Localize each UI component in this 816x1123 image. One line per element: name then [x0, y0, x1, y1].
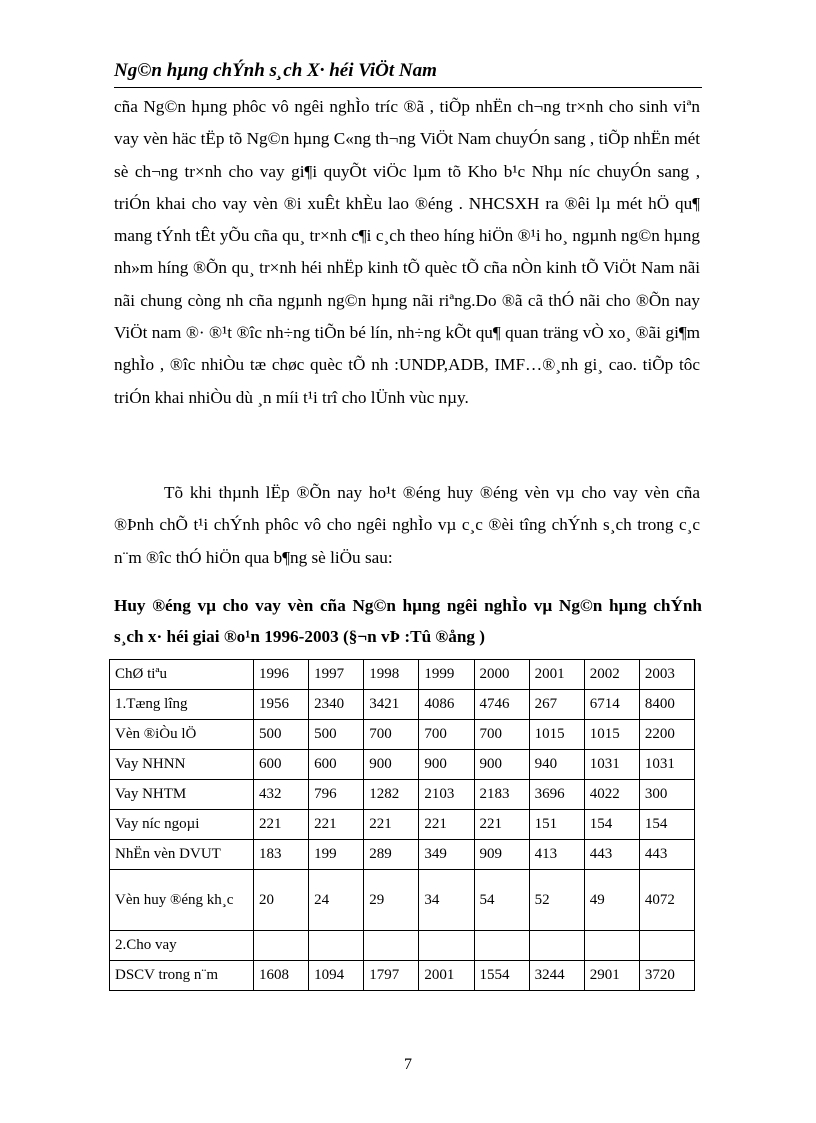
page-header: [114, 58, 702, 88]
table-cell: 1031: [584, 750, 639, 780]
table-row: [110, 780, 695, 810]
table-cell: 2001: [419, 961, 474, 991]
page-number: 7: [404, 1056, 412, 1073]
table-row-label: 1.Tæng lîng: [110, 690, 254, 720]
table-cell: 600: [309, 750, 364, 780]
table-cell: 151: [529, 810, 584, 840]
table-header-row: [110, 660, 695, 690]
table-cell: 3421: [364, 690, 419, 720]
table-cell: 24: [309, 870, 364, 931]
table-cell: 4022: [584, 780, 639, 810]
table-title: Huy ®éng vµ cho vay vèn cña Ng©n hµng ngêi nghÌo vµ Ng©n hµng chÝnh s¸ch x· héi giai ®o¹n 1996-2003 (§¬n vÞ :Tû ®ång ): [114, 596, 702, 646]
table-cell: 2000: [474, 660, 529, 690]
table-cell: 2200: [639, 720, 694, 750]
table-cell: 1999: [419, 660, 474, 690]
table-cell: [584, 931, 639, 961]
table-cell: 1997: [309, 660, 364, 690]
table-cell: 500: [309, 720, 364, 750]
table-cell: 34: [419, 870, 474, 931]
table-cell: 432: [254, 780, 309, 810]
table-cell: 1956: [254, 690, 309, 720]
table-cell: [364, 931, 419, 961]
table-cell: 1996: [254, 660, 309, 690]
header-title: Ng©n hµng chÝnh s¸ch X· héi ViÖt Nam: [114, 60, 437, 81]
table-cell: 443: [584, 840, 639, 870]
table-cell: 52: [529, 870, 584, 931]
table-cell: 500: [254, 720, 309, 750]
table-cell: 221: [419, 810, 474, 840]
table-row: [110, 810, 695, 840]
table-cell: 796: [309, 780, 364, 810]
table-cell: 289: [364, 840, 419, 870]
table-row-label: ChØ tiªu: [110, 660, 254, 690]
table-cell: 1031: [639, 750, 694, 780]
table-cell: 6714: [584, 690, 639, 720]
table-row-label: DSCV trong n¨m: [110, 961, 254, 991]
table-cell: 900: [474, 750, 529, 780]
table-cell: 4086: [419, 690, 474, 720]
body-paragraph-2: Tõ khi thµnh lËp ®Õn nay ho¹t ®éng huy ®éng vèn vµ cho vay vèn cña ®Þnh chÕ t¹i chÝnh phôc vô cho ngêi nghÌo vµ c¸c ®èi tîng chÝnh s¸ch trong c¸c n¨m ®îc thÓ hiÖn qua b¶ng sè liÖu sau:: [114, 483, 700, 567]
table-cell: 2340: [309, 690, 364, 720]
table-cell: 154: [639, 810, 694, 840]
table-cell: 1015: [529, 720, 584, 750]
table-cell: 300: [639, 780, 694, 810]
table-row-label: NhËn vèn DVUT: [110, 840, 254, 870]
table-cell: 4072: [639, 870, 694, 931]
table-cell: 3696: [529, 780, 584, 810]
table-cell: 2002: [584, 660, 639, 690]
table-cell: 940: [529, 750, 584, 780]
table-cell: 20: [254, 870, 309, 931]
table-cell: 54: [474, 870, 529, 931]
table-cell: 4746: [474, 690, 529, 720]
table-cell: 49: [584, 870, 639, 931]
table-cell: 3720: [639, 961, 694, 991]
table-row: [110, 870, 695, 931]
data-table: [109, 659, 695, 991]
table-cell: 413: [529, 840, 584, 870]
table-cell: 1608: [254, 961, 309, 991]
table-cell: 1282: [364, 780, 419, 810]
body-paragraph-1: cña Ng©n hµng phôc vô ngêi nghÌo tríc ®ã , tiÕp nhËn ch¬ng tr×nh cho sinh viªn vay vèn häc tËp tõ Ng©n hµng C«ng th¬ng ViÖt Nam chuyÓn sang , tiÕp nhËn mét sè ch¬ng tr×nh cho vay gi¶i quyÕt viÖc lµm tõ Kho b¹c Nhµ níc chuyÓn sang , triÓn khai cho vay vèn ®i xuÊt khÈu lao ®éng . NHCSXH ra ®êi lµ mét hÖ qu¶ mang tÝnh tÊt yÕu cña qu¸ tr×nh c¶i c¸ch theo híng hiÖn ®¹i ho¸ ngµnh ng©n hµng nh»m híng ®Õn qu¸ tr×nh héi nhËp kinh tÕ quèc tÕ cña nÒn kinh tÕ ViÖt Nam nãi nãi chung còng nh cña ngµnh ng©n hµng nãi riªng.Do ®ã cã thÓ nãi cho ®Õn nay ViÖt nam ®· ®¹t ®îc nh÷ng tiÕn bé lín, nh÷ng kÕt qu¶ quan träng vÒ xo¸ ®ãi gi¶m nghÌo , ®îc nhiÒu tæ chøc quèc tÕ nh :UNDP,ADB, IMF…®¸nh gi¸ cao. tiÕp tôc triÓn khai nhiÒu dù ¸n míi t¹i trî cho lÜnh vùc nµy.: [114, 97, 700, 407]
table-cell: [474, 931, 529, 961]
table-row-label: Vèn ®iÒu lÖ: [110, 720, 254, 750]
table-cell: 154: [584, 810, 639, 840]
table-cell: 2003: [639, 660, 694, 690]
table-row: [110, 720, 695, 750]
table-cell: 29: [364, 870, 419, 931]
table-cell: 221: [474, 810, 529, 840]
table-cell: 600: [254, 750, 309, 780]
table-cell: 1998: [364, 660, 419, 690]
table-cell: [309, 931, 364, 961]
table-row: [110, 961, 695, 991]
table-cell: 900: [364, 750, 419, 780]
table-row: [110, 840, 695, 870]
table-cell: 900: [419, 750, 474, 780]
table-cell: 2901: [584, 961, 639, 991]
table-cell: 909: [474, 840, 529, 870]
table-cell: 183: [254, 840, 309, 870]
table-cell: 700: [364, 720, 419, 750]
table-cell: 2001: [529, 660, 584, 690]
table-cell: 2183: [474, 780, 529, 810]
table-cell: 2103: [419, 780, 474, 810]
table-cell: 221: [364, 810, 419, 840]
table-cell: 1015: [584, 720, 639, 750]
table-cell: [639, 931, 694, 961]
table-cell: [419, 931, 474, 961]
table-cell: 8400: [639, 690, 694, 720]
table-cell: 221: [309, 810, 364, 840]
table-cell: [254, 931, 309, 961]
table-cell: 1554: [474, 961, 529, 991]
table-row-label: Vèn huy ®éng kh¸c: [110, 870, 254, 931]
table-row-label: Vay NHTM: [110, 780, 254, 810]
table-cell: 700: [419, 720, 474, 750]
table-cell: [529, 931, 584, 961]
table-cell: 221: [254, 810, 309, 840]
table-row-label: 2.Cho vay: [110, 931, 254, 961]
table-cell: 349: [419, 840, 474, 870]
table-row: [110, 931, 695, 961]
table-row: [110, 750, 695, 780]
table-cell: 700: [474, 720, 529, 750]
table-cell: 1094: [309, 961, 364, 991]
table-cell: 443: [639, 840, 694, 870]
table-cell: 267: [529, 690, 584, 720]
table-cell: 1797: [364, 961, 419, 991]
table-row-label: Vay NHNN: [110, 750, 254, 780]
table-row: [110, 690, 695, 720]
table-row-label: Vay níc ngoµi: [110, 810, 254, 840]
table-cell: 3244: [529, 961, 584, 991]
table-cell: 199: [309, 840, 364, 870]
